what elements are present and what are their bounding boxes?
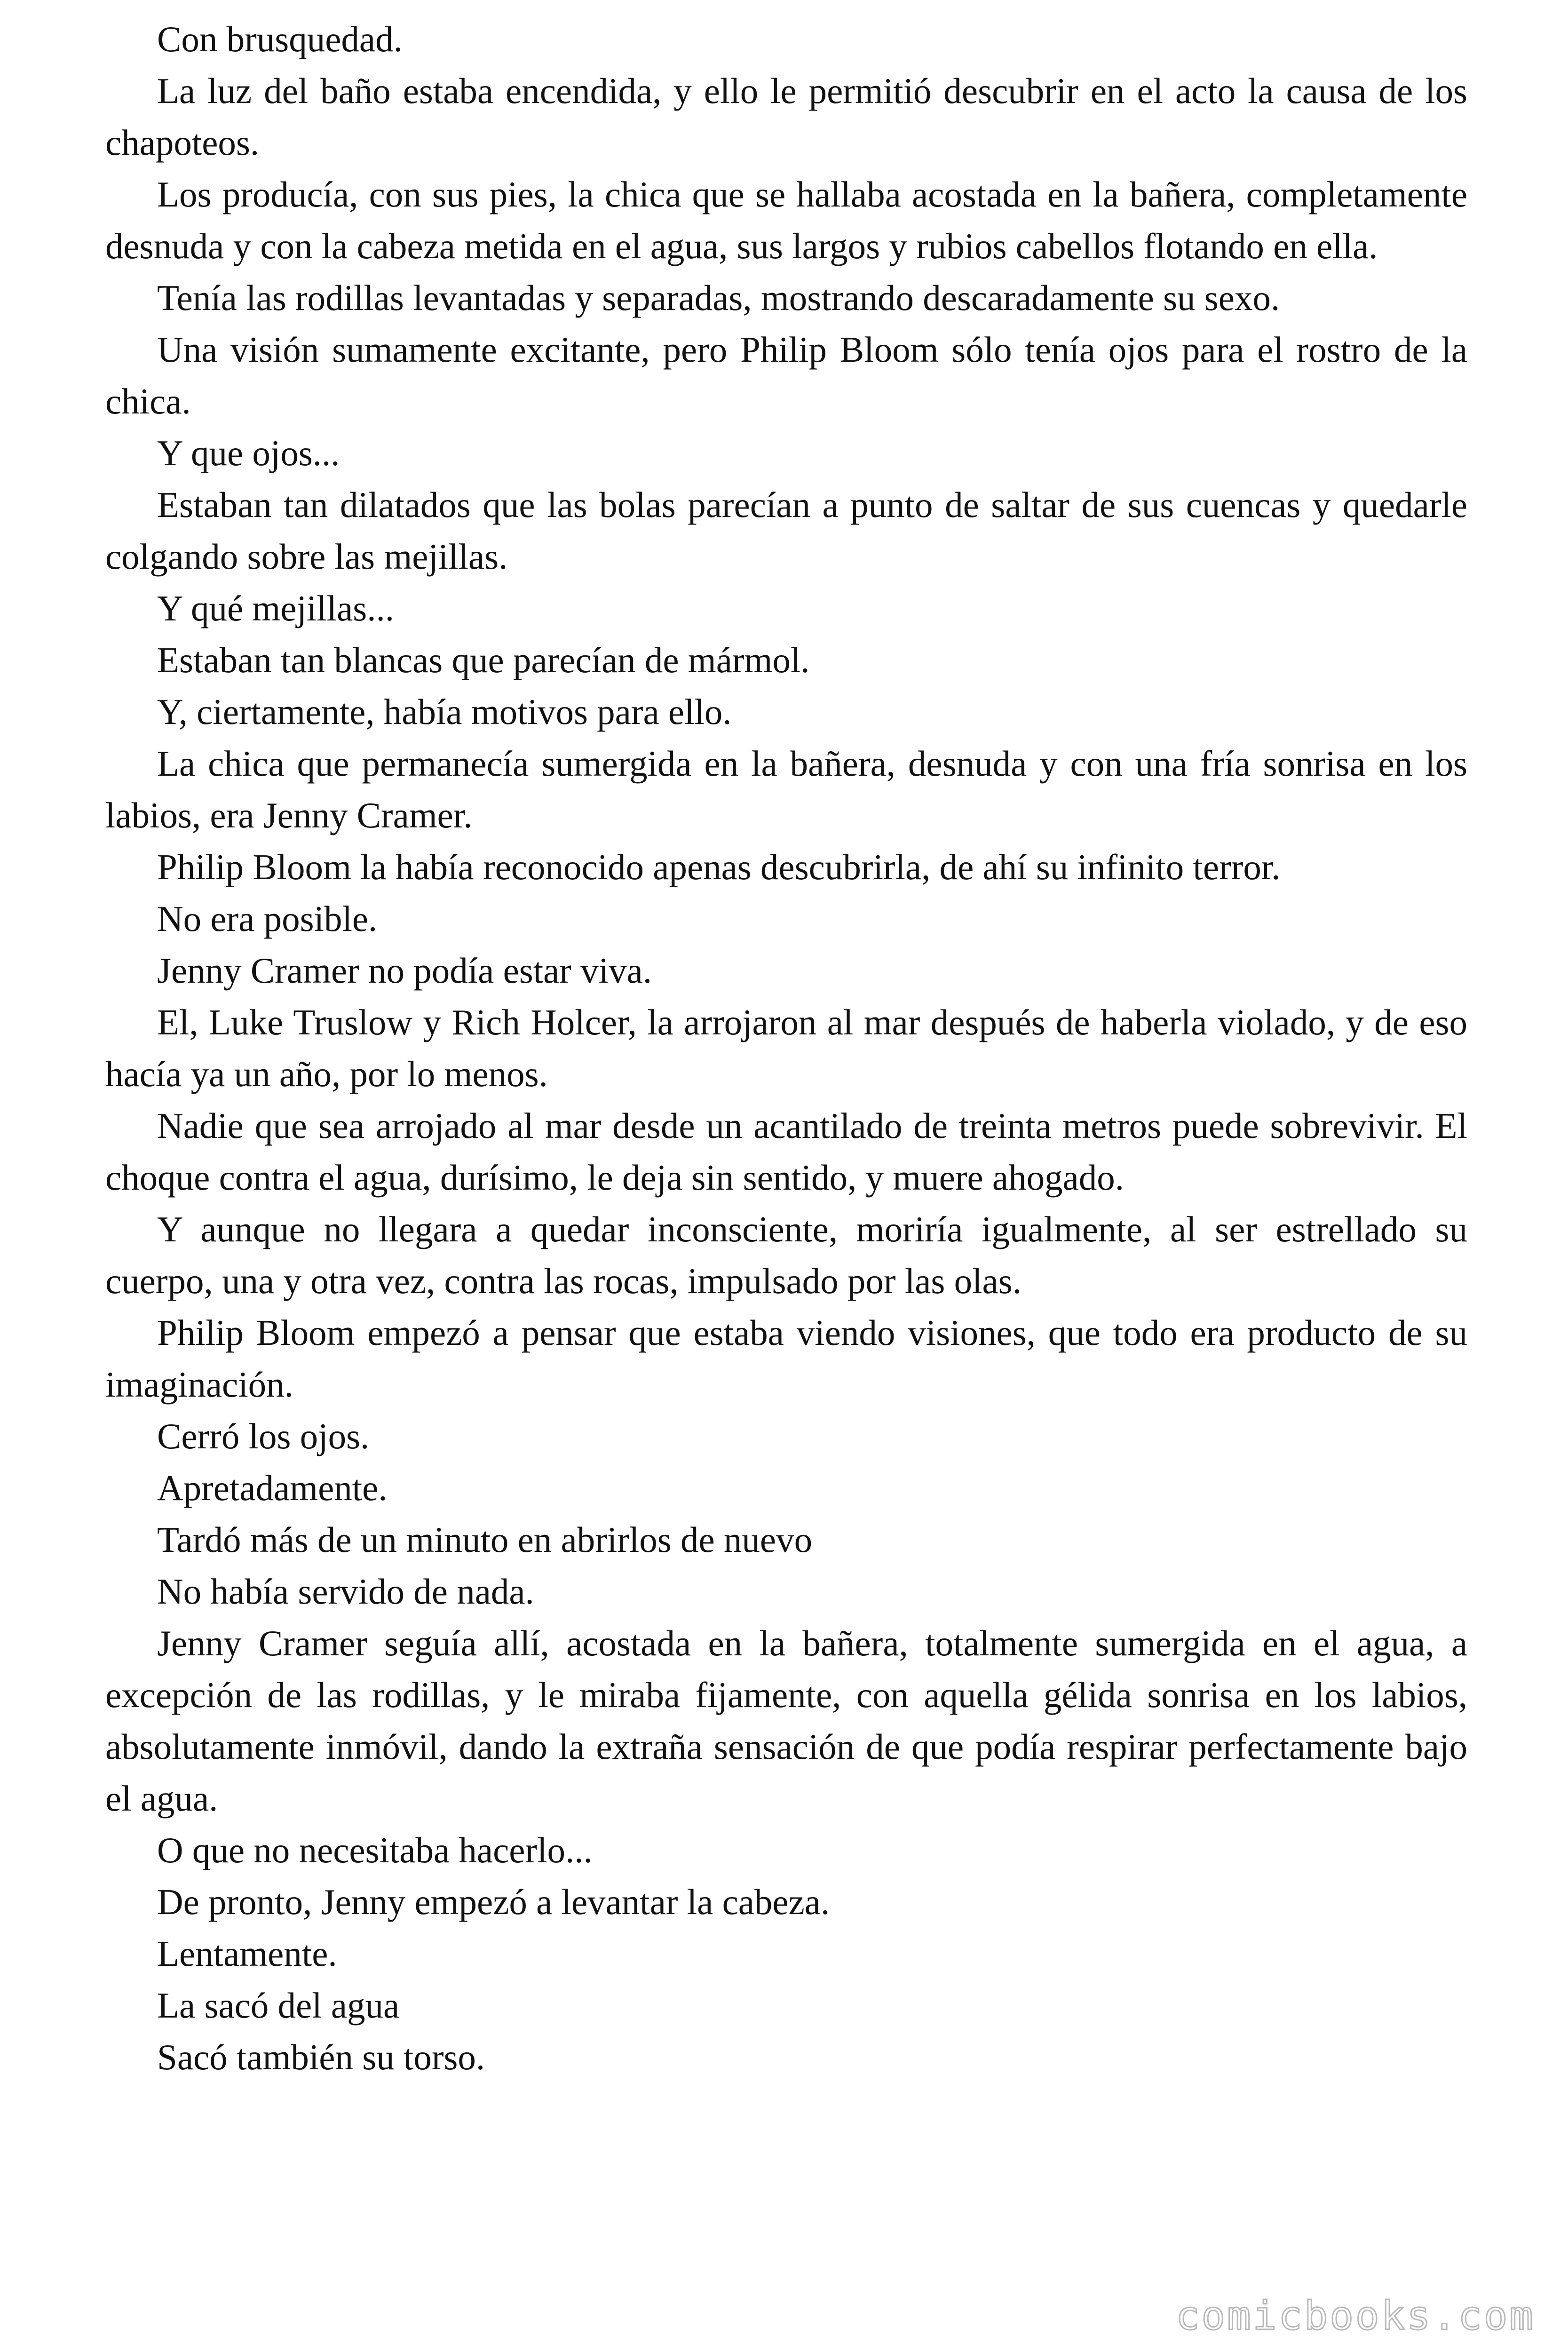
paragraph: Nadie que sea arrojado al mar desde un acantilado de treinta metros puede sobrevivir. El choque contra el agua, durísimo, le deja sin sentido, y muere ahogado. bbox=[105, 1105, 1467, 1198]
paragraph: Una visión sumamente excitante, pero Philip Bloom sólo tenía ojos para el rostro de la chica. bbox=[105, 329, 1467, 421]
paragraph: Apretadamente. bbox=[157, 1468, 388, 1508]
paragraph: Tardó más de un minuto en abrirlos de nuevo bbox=[157, 1519, 813, 1560]
paragraph: Tenía las rodillas levantadas y separadas, mostrando descaradamente su sexo. bbox=[157, 278, 1280, 318]
paragraph: De pronto, Jenny empezó a levantar la cabeza. bbox=[157, 1882, 830, 1922]
paragraph: Estaban tan dilatados que las bolas parecían a punto de saltar de sus cuencas y quedarle colgando sobre las mejillas. bbox=[105, 485, 1467, 577]
paragraph: No era posible. bbox=[157, 898, 378, 939]
paragraph: Estaban tan blancas que parecían de mármol. bbox=[157, 640, 810, 680]
paragraph: Jenny Cramer seguía allí, acostada en la bañera, totalmente sumergida en el agua, a excepción de las rodillas, y le miraba fijamente, con aquella gélida sonrisa en los labios, absolutamente inmóvil, dando la extraña sensación de que podía respirar perfectamente bajo el agua. bbox=[105, 1623, 1467, 1819]
paragraph: Cerró los ojos. bbox=[157, 1416, 370, 1456]
paragraph: Y, ciertamente, había motivos para ello. bbox=[157, 691, 732, 732]
paragraph: Los producía, con sus pies, la chica que se hallaba acostada en la bañera, completamente desnuda y con la cabeza metida en el agua, sus largos y rubios cabellos flotando en ella. bbox=[105, 174, 1467, 266]
paragraph: Y que ojos... bbox=[157, 433, 340, 473]
paragraph: Lentamente. bbox=[157, 1933, 337, 1974]
paragraph: Y aunque no llegara a quedar inconsciente, moriría igualmente, al ser estrellado su cuerpo, una y otra vez, contra las rocas, impulsado por las olas. bbox=[105, 1209, 1467, 1301]
paragraph: La sacó del agua bbox=[157, 1985, 400, 2026]
paragraph: No había servido de nada. bbox=[157, 1571, 534, 1612]
paragraph: El, Luke Truslow y Rich Holcer, la arrojaron al mar después de haberla violado, y de eso hacía ya un año, por lo menos. bbox=[105, 1002, 1467, 1094]
page-text bbox=[105, 13, 1467, 2083]
paragraph: Y qué mejillas... bbox=[157, 588, 394, 628]
watermark: comicbooks.com bbox=[1175, 2293, 1535, 2339]
paragraph: La luz del baño estaba encendida, y ello le permitió descubrir en el acto la causa de los chapoteos. bbox=[105, 71, 1467, 163]
paragraph: La chica que permanecía sumergida en la bañera, desnuda y con una fría sonrisa en los labios, era Jenny Cramer. bbox=[105, 743, 1467, 835]
paragraph: Philip Bloom empezó a pensar que estaba viendo visiones, que todo era producto de su imaginación. bbox=[105, 1312, 1467, 1405]
paragraph: O que no necesitaba hacerlo... bbox=[157, 1830, 593, 1870]
paragraph: Sacó también su torso. bbox=[157, 2037, 485, 2077]
paragraph: Con brusquedad. bbox=[157, 19, 403, 59]
paragraph: Jenny Cramer no podía estar viva. bbox=[157, 950, 652, 991]
paragraph: Philip Bloom la había reconocido apenas descubrirla, de ahí su infinito terror. bbox=[157, 847, 1281, 887]
